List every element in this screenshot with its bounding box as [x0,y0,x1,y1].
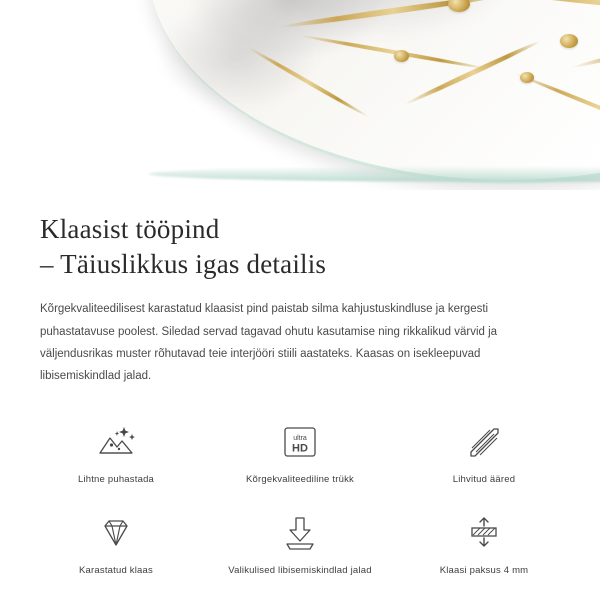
page-title-line1: Klaasist tööpind [40,214,220,244]
feature-label: Valikulised libisemiskindlad jalad [228,564,372,576]
svg-text:HD: HD [292,442,308,455]
text-content [0,190,600,388]
gold-accent [520,72,534,83]
glass-worktop-plate [148,0,600,184]
feature-item [24,418,208,485]
gold-accent [394,50,409,62]
feature-label: Kõrgekvaliteediline trükk [246,473,354,485]
svg-text:ultra: ultra [293,434,307,442]
feature-label: Klaasi paksus 4 mm [439,564,529,576]
feature-item [208,509,392,576]
feature-grid [0,418,600,576]
feature-label: Lihtne puhastada [77,473,155,485]
diamond-icon [92,509,140,557]
marble-smoke [158,0,318,110]
gold-accent [560,34,578,48]
feature-label: Lihvitud ääred [452,473,516,485]
description-paragraph: Kõrgekvaliteedilisest karastatud klaasist pind paistab silma kahjustuskindluse ja kergesti puhastatavuse poolest. Siledad servad tagavad ohutu kasutamise ning rikkalikud värvid ja väljendusrikas muster rõhutavad teie interjööri stiili aastateks. Kaasas on isekleepuvad libisemiskindlad jalad. [40,303,498,383]
polished-edges-icon [460,418,508,466]
feature-item [24,509,208,576]
feature-label: Karastatud klaas [79,564,153,576]
thickness-arrows-icon [460,509,508,557]
hero-left-fade [0,0,160,190]
sparkle-clean-icon [92,418,140,466]
ultra-hd-icon [276,418,324,466]
feature-item [392,509,576,576]
hero-image [0,0,600,190]
feature-item [392,418,576,485]
feature-item [208,418,392,485]
page-title-line2: – Täiuslikkus igas detailis [40,249,327,280]
anti-slip-feet-icon [276,509,324,557]
page-title [40,212,560,282]
